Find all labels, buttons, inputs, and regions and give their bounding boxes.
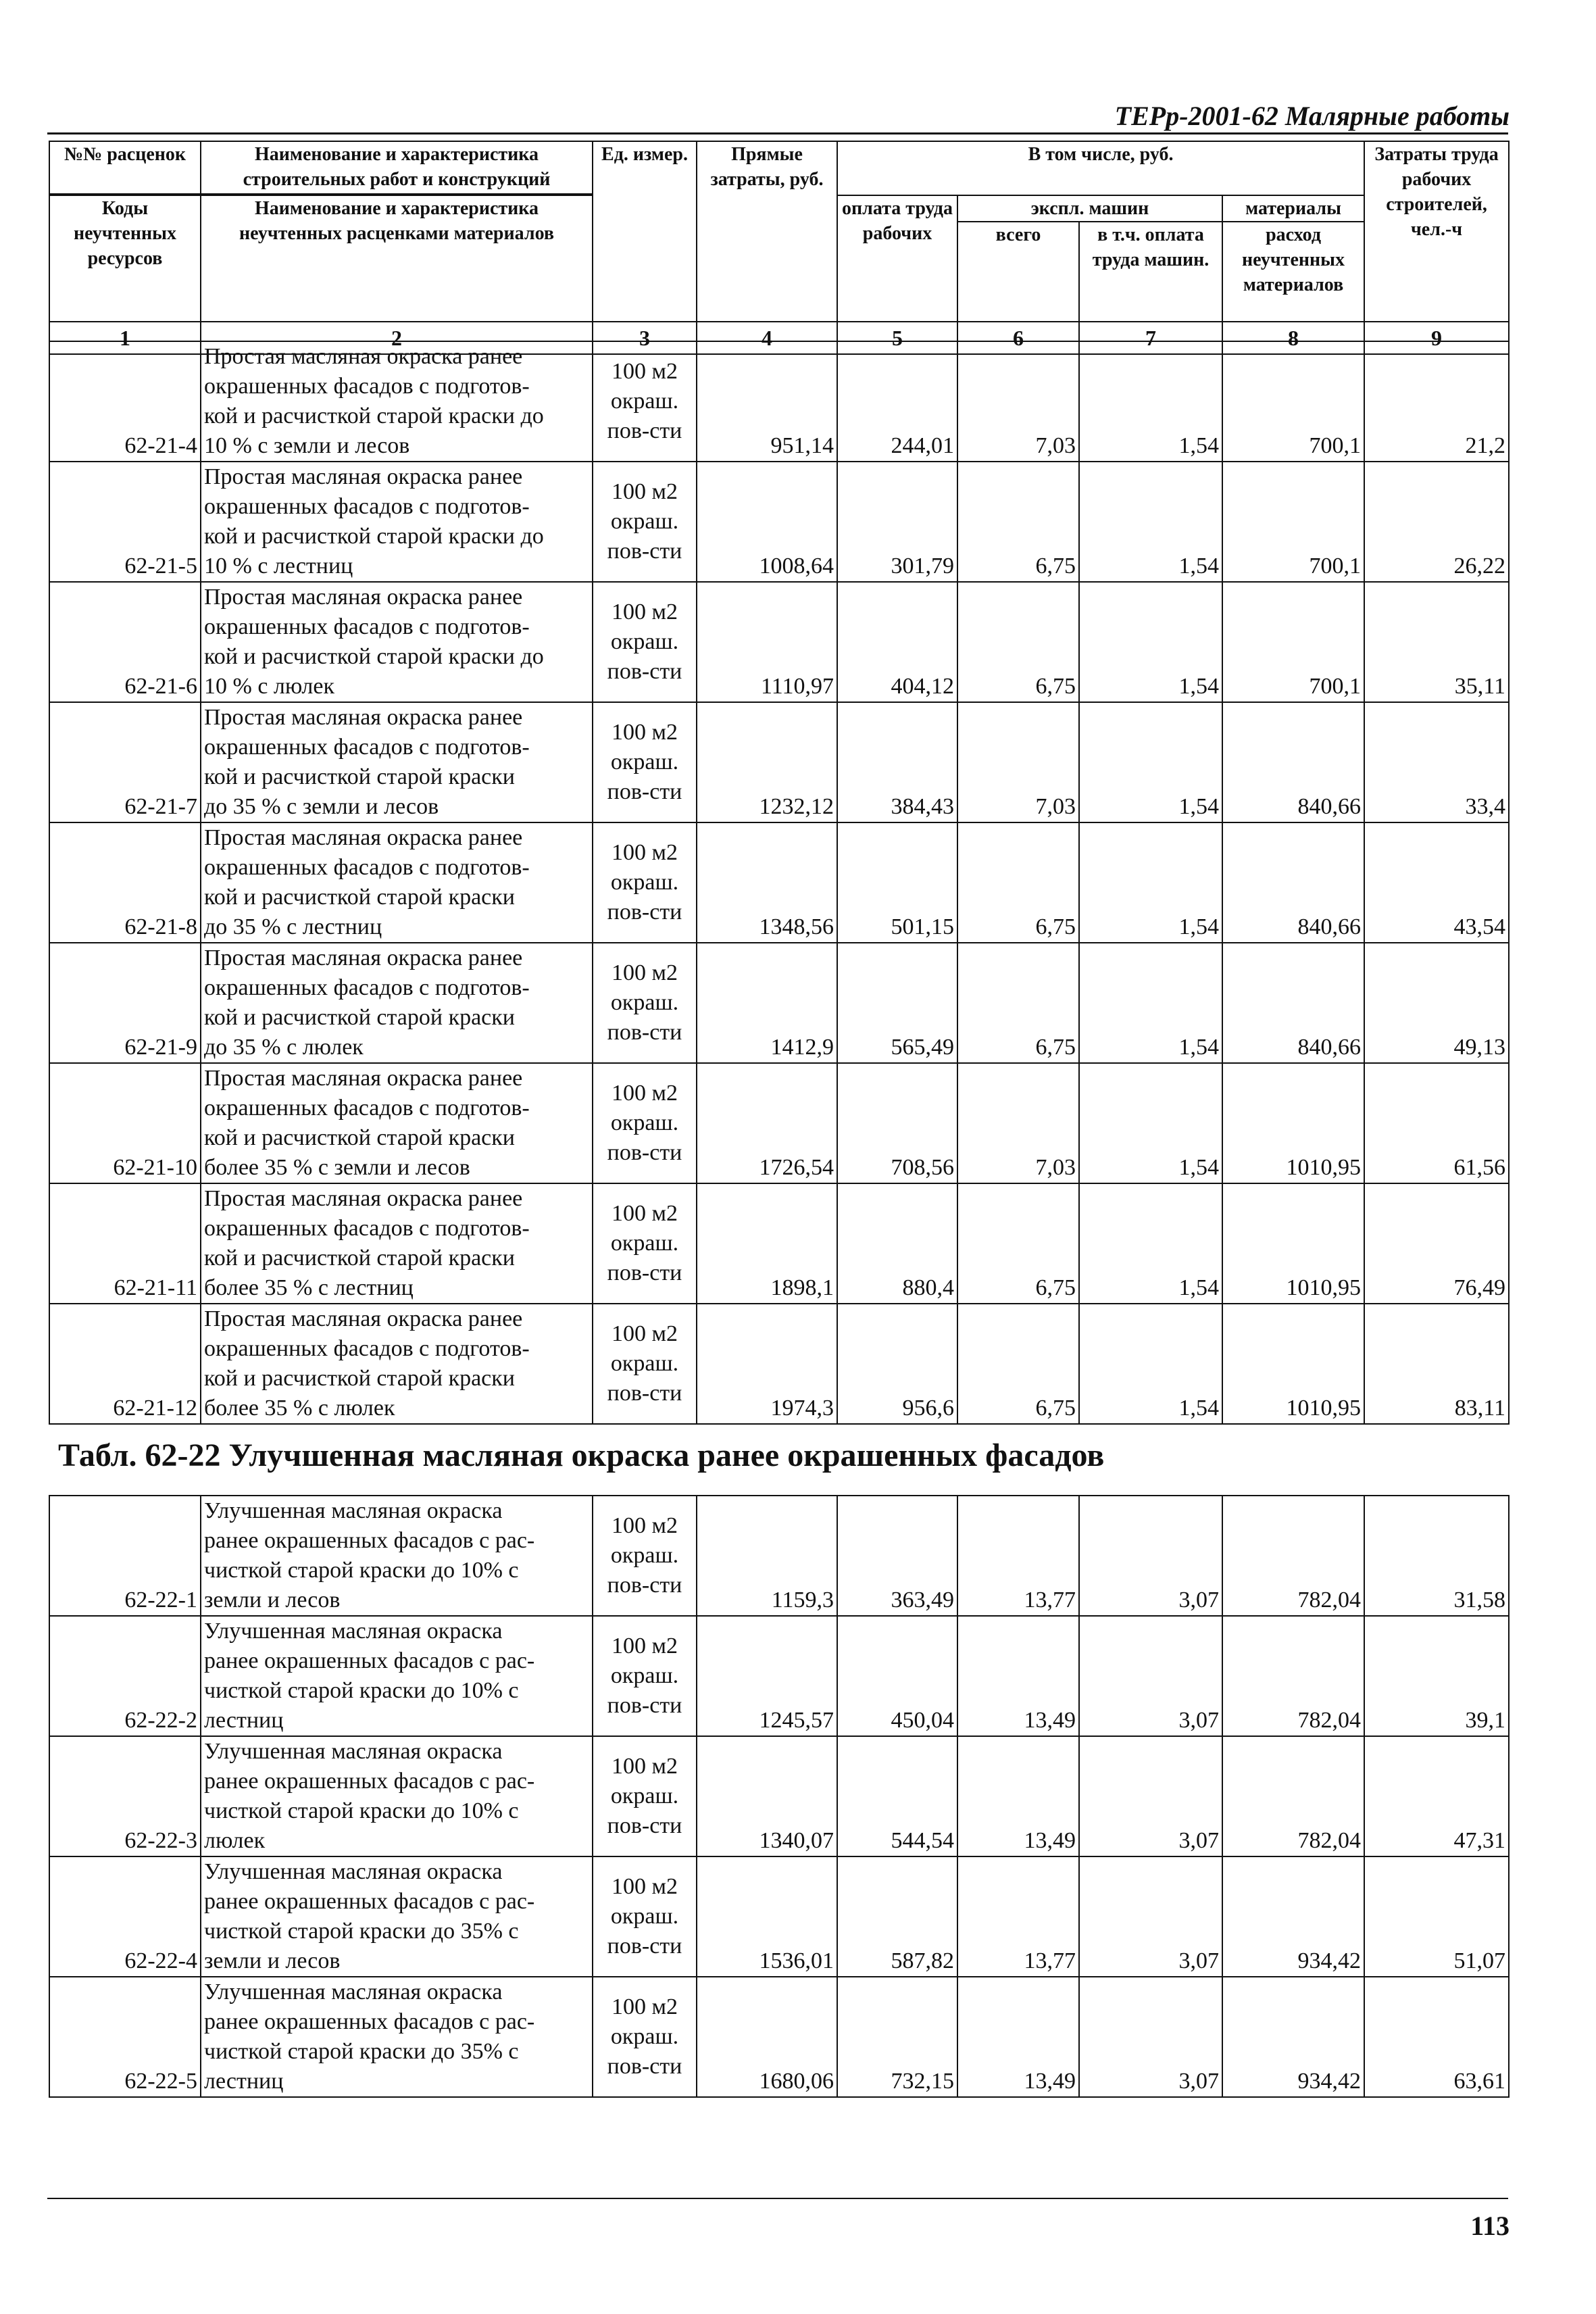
worker-wage: 880,4	[837, 1183, 957, 1304]
col-number: 1	[49, 322, 201, 354]
worker-wage: 732,15	[837, 1977, 957, 2097]
col-number: 4	[697, 322, 837, 354]
header-name-bottom: Наименование и характеристика неучтенных расценками материалов	[239, 198, 554, 244]
col-number: 7	[1079, 322, 1222, 354]
rate-code: 62-22-5	[49, 1977, 201, 2097]
machine-operator-wage: 3,07	[1079, 1496, 1222, 1616]
worker-wage: 363,49	[837, 1496, 957, 1616]
rate-code: 62-21-12	[49, 1304, 201, 1424]
machine-operator-wage: 1,54	[1079, 582, 1222, 702]
worker-wage: 384,43	[837, 702, 957, 822]
rate-code: 62-22-3	[49, 1736, 201, 1856]
machine-operator-wage: 1,54	[1079, 1063, 1222, 1183]
machine-operator-wage: 1,54	[1079, 702, 1222, 822]
header-materials: материалы	[1222, 195, 1364, 222]
rate-code: 62-22-2	[49, 1616, 201, 1736]
materials-cost: 840,66	[1222, 702, 1364, 822]
table-row	[49, 1304, 1509, 1424]
rate-code: 62-21-7	[49, 702, 201, 822]
machine-operator-wage: 1,54	[1079, 462, 1222, 582]
rate-code: 62-21-4	[49, 341, 201, 462]
rate-code: 62-21-8	[49, 822, 201, 943]
header-wage: оплата труда рабочих	[837, 195, 957, 322]
direct-cost: 1110,97	[697, 582, 837, 702]
worker-wage: 956,6	[837, 1304, 957, 1424]
table-row	[49, 462, 1509, 582]
labor-hours: 26,22	[1364, 462, 1509, 582]
rate-code: 62-21-9	[49, 943, 201, 1063]
rate-code: 62-21-10	[49, 1063, 201, 1183]
labor-hours: 35,11	[1364, 582, 1509, 702]
unit-of-measure: 100 м2 окраш. пов-сти	[593, 822, 697, 943]
machine-cost-total: 13,77	[957, 1856, 1079, 1977]
materials-cost: 1010,95	[1222, 1063, 1364, 1183]
table-row	[49, 1856, 1509, 1977]
column-header-table	[49, 141, 1510, 355]
header-machines: экспл. машин	[957, 195, 1222, 222]
direct-cost: 1726,54	[697, 1063, 837, 1183]
header-direct: Прямые затраты, руб.	[697, 141, 837, 322]
work-description: Улучшенная масляная окраска ранее окрашенных фасадов с рас- чисткой старой краски до 35% с лестниц	[201, 1977, 593, 2097]
worker-wage: 404,12	[837, 582, 957, 702]
header-codes-bottom-cell	[49, 195, 201, 322]
materials-cost: 700,1	[1222, 341, 1364, 462]
work-description: Простая масляная окраска ранее окрашенных фасадов с подготов- кой и расчисткой старой краски до 35 % с лестниц	[201, 822, 593, 943]
rate-code: 62-21-5	[49, 462, 201, 582]
rate-code: 62-22-4	[49, 1856, 201, 1977]
materials-cost: 700,1	[1222, 582, 1364, 702]
header-name-top: Наименование и характеристика строительных работ и конструкций	[201, 142, 592, 195]
labor-hours: 76,49	[1364, 1183, 1509, 1304]
col-number: 2	[201, 322, 593, 354]
worker-wage: 708,56	[837, 1063, 957, 1183]
col-number: 9	[1364, 322, 1509, 354]
machine-operator-wage: 1,54	[1079, 943, 1222, 1063]
table-title: Табл. 62-22 Улучшенная масляная окраска ранее окрашенных фасадов	[58, 1437, 1105, 1473]
work-description: Простая масляная окраска ранее окрашенных фасадов с подготов- кой и расчисткой старой краски более 35 % с люлек	[201, 1304, 593, 1424]
table-row	[49, 1063, 1509, 1183]
col-number: 5	[837, 322, 957, 354]
machine-operator-wage: 1,54	[1079, 822, 1222, 943]
direct-cost: 1536,01	[697, 1856, 837, 1977]
header-unit: Ед. измер.	[593, 141, 697, 322]
table-row	[49, 822, 1509, 943]
header-codes-cell	[49, 141, 201, 195]
table-row	[49, 1736, 1509, 1856]
work-description: Улучшенная масляная окраска ранее окрашенных фасадов с рас- чисткой старой краски до 10% с лестниц	[201, 1616, 593, 1736]
unit-of-measure: 100 м2 окраш. пов-сти	[593, 1977, 697, 2097]
header-rule	[47, 132, 1508, 134]
work-description: Простая масляная окраска ранее окрашенных фасадов с подготов- кой и расчисткой старой краски более 35 % с лестниц	[201, 1183, 593, 1304]
worker-wage: 301,79	[837, 462, 957, 582]
unit-of-measure: 100 м2 окраш. пов-сти	[593, 582, 697, 702]
work-description: Улучшенная масляная окраска ранее окрашенных фасадов с рас- чисткой старой краски до 35% с земли и лесов	[201, 1856, 593, 1977]
machine-operator-wage: 3,07	[1079, 1616, 1222, 1736]
unit-of-measure: 100 м2 окраш. пов-сти	[593, 943, 697, 1063]
machine-operator-wage: 3,07	[1079, 1736, 1222, 1856]
direct-cost: 1245,57	[697, 1616, 837, 1736]
labor-hours: 33,4	[1364, 702, 1509, 822]
footer-rule	[47, 2198, 1508, 2199]
direct-cost: 951,14	[697, 341, 837, 462]
table-row	[49, 341, 1509, 462]
machine-operator-wage: 3,07	[1079, 1856, 1222, 1977]
machine-cost-total: 13,49	[957, 1736, 1079, 1856]
header-mach-wage: в т.ч. оплата труда машин.	[1079, 222, 1222, 322]
col-number: 6	[957, 322, 1079, 354]
labor-hours: 63,61	[1364, 1977, 1509, 2097]
machine-operator-wage: 1,54	[1079, 341, 1222, 462]
machine-cost-total: 6,75	[957, 582, 1079, 702]
labor-hours: 31,58	[1364, 1496, 1509, 1616]
col-number: 3	[593, 322, 697, 354]
header-group: В том числе, руб.	[837, 141, 1364, 195]
machine-cost-total: 13,77	[957, 1496, 1079, 1616]
unit-of-measure: 100 м2 окраш. пов-сти	[593, 1304, 697, 1424]
table-row	[49, 1977, 1509, 2097]
materials-cost: 934,42	[1222, 1977, 1364, 2097]
table-row	[49, 702, 1509, 822]
rates-table-62-21	[49, 341, 1510, 1425]
machine-cost-total: 13,49	[957, 1977, 1079, 2097]
col-number: 8	[1222, 322, 1364, 354]
direct-cost: 1008,64	[697, 462, 837, 582]
unit-of-measure: 100 м2 окраш. пов-сти	[593, 1736, 697, 1856]
labor-hours: 61,56	[1364, 1063, 1509, 1183]
work-description: Простая масляная окраска ранее окрашенных фасадов с подготов- кой и расчисткой старой краски до 35 % с земли и лесов	[201, 702, 593, 822]
labor-hours: 49,13	[1364, 943, 1509, 1063]
running-head: ТЕРр-2001-62 Малярные работы	[1114, 101, 1510, 131]
work-description: Простая масляная окраска ранее окрашенных фасадов с подготов- кой и расчисткой старой краски до 10 % с земли и лесов	[201, 341, 593, 462]
header-name-bottom-cell	[201, 195, 593, 322]
work-description: Простая масляная окраска ранее окрашенных фасадов с подготов- кой и расчисткой старой краски до 10 % с лестниц	[201, 462, 593, 582]
rate-code: 62-21-11	[49, 1183, 201, 1304]
unit-of-measure: 100 м2 окраш. пов-сти	[593, 1616, 697, 1736]
rates-table-62-22	[49, 1495, 1510, 2098]
machine-cost-total: 13,49	[957, 1616, 1079, 1736]
unit-of-measure: 100 м2 окраш. пов-сти	[593, 1856, 697, 1977]
direct-cost: 1232,12	[697, 702, 837, 822]
direct-cost: 1412,9	[697, 943, 837, 1063]
materials-cost: 782,04	[1222, 1496, 1364, 1616]
labor-hours: 39,1	[1364, 1616, 1509, 1736]
header-codes-top: №№ расценок	[50, 142, 200, 195]
labor-hours: 47,31	[1364, 1736, 1509, 1856]
table-row	[49, 1496, 1509, 1616]
unit-of-measure: 100 м2 окраш. пов-сти	[593, 1496, 697, 1616]
worker-wage: 544,54	[837, 1736, 957, 1856]
materials-cost: 782,04	[1222, 1736, 1364, 1856]
unit-of-measure: 100 м2 окраш. пов-сти	[593, 1183, 697, 1304]
machine-cost-total: 7,03	[957, 702, 1079, 822]
work-description: Простая масляная окраска ранее окрашенных фасадов с подготов- кой и расчисткой старой краски до 10 % с люлек	[201, 582, 593, 702]
direct-cost: 1159,3	[697, 1496, 837, 1616]
machine-cost-total: 7,03	[957, 1063, 1079, 1183]
machine-cost-total: 6,75	[957, 462, 1079, 582]
direct-cost: 1974,3	[697, 1304, 837, 1424]
rate-code: 62-21-6	[49, 582, 201, 702]
header-labor: Затраты труда рабочих строителей, чел.-ч	[1364, 141, 1509, 322]
materials-cost: 1010,95	[1222, 1304, 1364, 1424]
work-description: Улучшенная масляная окраска ранее окрашенных фасадов с рас- чисткой старой краски до 10% с земли и лесов	[201, 1496, 593, 1616]
machine-cost-total: 6,75	[957, 1304, 1079, 1424]
machine-cost-total: 7,03	[957, 341, 1079, 462]
page-number: 113	[1470, 2211, 1510, 2241]
materials-cost: 700,1	[1222, 462, 1364, 582]
header-name-cell	[201, 141, 593, 195]
unit-of-measure: 100 м2 окраш. пов-сти	[593, 341, 697, 462]
worker-wage: 450,04	[837, 1616, 957, 1736]
table-row	[49, 1183, 1509, 1304]
header-mat-consumption: расход неучтенных материалов	[1222, 222, 1364, 322]
worker-wage: 565,49	[837, 943, 957, 1063]
materials-cost: 782,04	[1222, 1616, 1364, 1736]
work-description: Простая масляная окраска ранее окрашенных фасадов с подготов- кой и расчисткой старой краски более 35 % с земли и лесов	[201, 1063, 593, 1183]
labor-hours: 51,07	[1364, 1856, 1509, 1977]
labor-hours: 43,54	[1364, 822, 1509, 943]
machine-operator-wage: 1,54	[1079, 1304, 1222, 1424]
worker-wage: 501,15	[837, 822, 957, 943]
materials-cost: 934,42	[1222, 1856, 1364, 1977]
table-row	[49, 1616, 1509, 1736]
rate-code: 62-22-1	[49, 1496, 201, 1616]
materials-cost: 840,66	[1222, 943, 1364, 1063]
table-row	[49, 943, 1509, 1063]
unit-of-measure: 100 м2 окраш. пов-сти	[593, 702, 697, 822]
machine-cost-total: 6,75	[957, 943, 1079, 1063]
worker-wage: 244,01	[837, 341, 957, 462]
materials-cost: 1010,95	[1222, 1183, 1364, 1304]
machine-operator-wage: 1,54	[1079, 1183, 1222, 1304]
materials-cost: 840,66	[1222, 822, 1364, 943]
machine-cost-total: 6,75	[957, 822, 1079, 943]
header-mach-total: всего	[957, 222, 1079, 322]
work-description: Простая масляная окраска ранее окрашенных фасадов с подготов- кой и расчисткой старой краски до 35 % с люлек	[201, 943, 593, 1063]
labor-hours: 83,11	[1364, 1304, 1509, 1424]
direct-cost: 1680,06	[697, 1977, 837, 2097]
worker-wage: 587,82	[837, 1856, 957, 1977]
direct-cost: 1898,1	[697, 1183, 837, 1304]
labor-hours: 21,2	[1364, 341, 1509, 462]
work-description: Улучшенная масляная окраска ранее окрашенных фасадов с рас- чисткой старой краски до 10% с люлек	[201, 1736, 593, 1856]
machine-operator-wage: 3,07	[1079, 1977, 1222, 2097]
header-codes-bottom: Коды неучтенных ресурсов	[74, 198, 176, 269]
unit-of-measure: 100 м2 окраш. пов-сти	[593, 462, 697, 582]
direct-cost: 1348,56	[697, 822, 837, 943]
table-row	[49, 582, 1509, 702]
direct-cost: 1340,07	[697, 1736, 837, 1856]
machine-cost-total: 6,75	[957, 1183, 1079, 1304]
unit-of-measure: 100 м2 окраш. пов-сти	[593, 1063, 697, 1183]
